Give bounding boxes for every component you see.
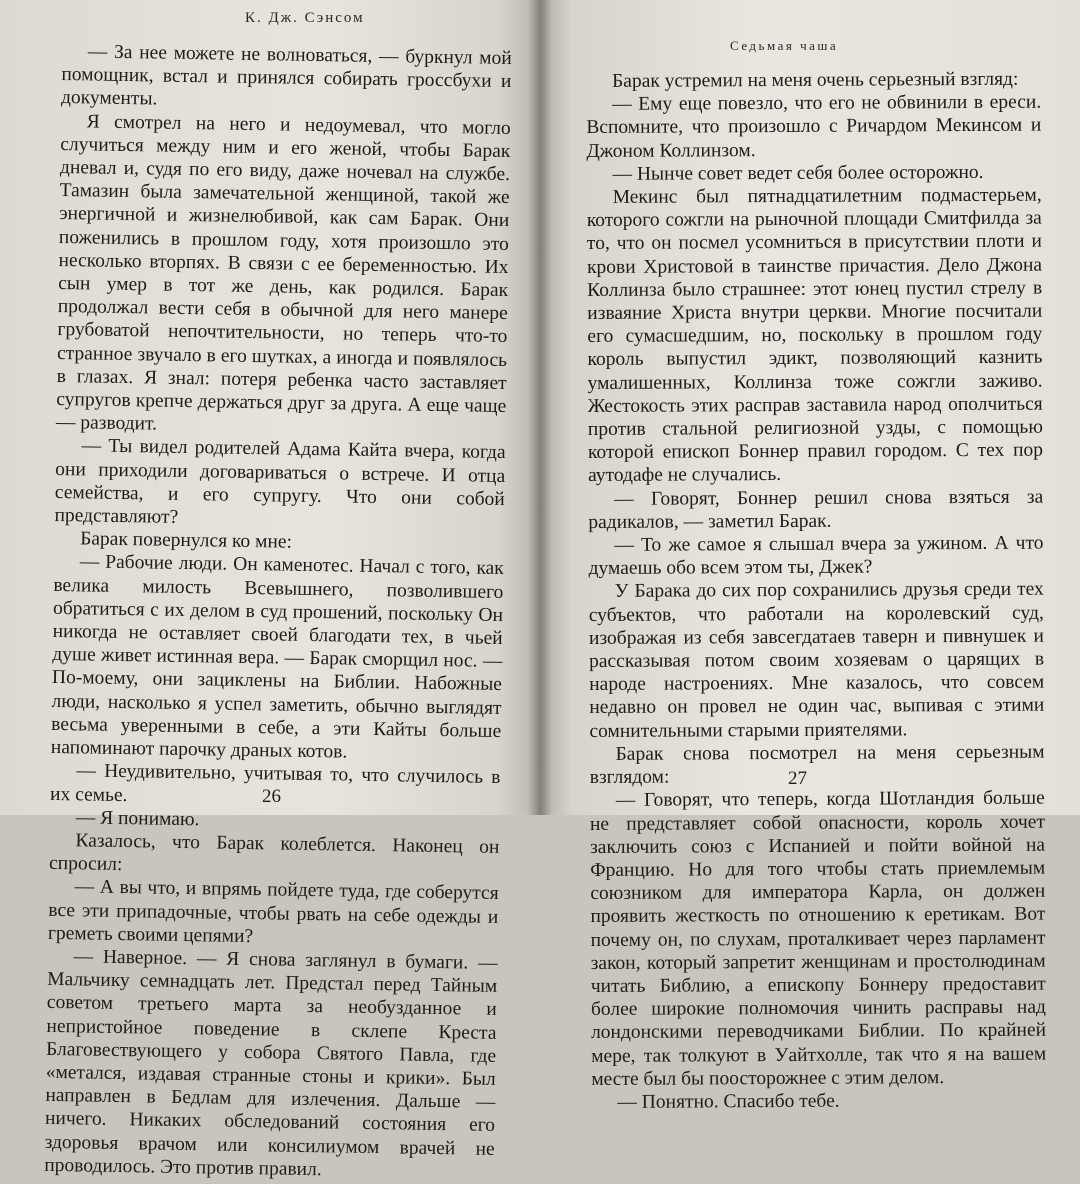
paragraph: У Барака до сих пор сохранились друзья среди тех субъектов, что работали на королевский суд, изображая из себя завсегдатаев таверн и пивнушек и рассказывая потом своим хозяевам о царящих в народе настроениях. Мне казалось, что совсем недавно он провел не один час, выпивая с этими сомнительными старыми приятелями.: [588, 579, 1045, 742]
page-number-left: 26: [262, 786, 281, 807]
left-page: [0, 0, 540, 1180]
paragraph: — Ты видел родителей Адама Кайта вчера, когда они приходили договариваться о встрече. И отца семейства, и его супругу. Что они собой представляют?: [54, 435, 506, 528]
paragraph: — Я понимаю.: [75, 807, 200, 830]
paragraph: — Неудивительно, учитывая то, что случилось в их семье.: [49, 760, 501, 806]
paragraph: Барак повернулся ко мне:: [79, 528, 293, 553]
paragraph: Барак устремил на меня очень серьезный взгляд:: [612, 68, 1019, 92]
paragraph: — Говорят, что теперь, когда Шотландия больше не представляет собой опасности, король хочет заключить союз с Испанией и пойти войной на Францию. Но для того чтобы стать приемлемым союзником для императора Карла, он должен проявить жесткость по отношению к еретикам. Вот почему он, по слухам, проталкивает через парламент закон, который запретит женщинам и простолюдинам читать Библию, а епископу Боннеру предоставит более широкие полномочия чинить расправы над лондонскими переводчиками Библии. По крайней мере, так толкуют в Уайтхолле, так что я на вашем месте был бы поосторожнее с этим делом.: [589, 787, 1047, 1090]
paragraph: — А вы что, и впрямь пойдете туда, где соберутся все эти припадочные, чтобы рвать на себе одежды и греметь своими цепями?: [47, 876, 499, 947]
book-gutter-shadow: [528, 0, 552, 815]
right-page: [540, 0, 1080, 1113]
paragraph: — Понятно. Спасибо тебе.: [617, 1090, 840, 1113]
paragraph: — Говорят, Боннер решил снова взяться за радикалов, — заметил Барак.: [588, 486, 1044, 533]
paragraph: Я смотрел на него и недоумевал, что могло случиться между ним и его женой, чтобы Барак днeвал и, судя по его виду, даже ночевал на службе. Тамазин была замечательной женщиной, такой же энергичной и жизнелюбивой, как сам Барак. Они поженились в прошлом году, хотя произошло это несколько вторпях. В связи с ее беременностью. Их сын умер в тот же день, как родился. Барак продолжал вести себя в обычной для него манере грубоватой непочтительности, но теперь что-то странное звучало в его шутках, а иногда и появлялось в глазах. Я знал: потеря ребенка часто заставляет супругов крепче держаться друг за друга. А еще чаще — разводит.: [55, 111, 511, 435]
page-header-title: Седьмая чаша: [730, 38, 839, 53]
paragraph: — Наверное. — Я снова заглянул в бумаги. — Мальчику семнадцать лет. Предстал перед Тайным советом третьего марта за необузданное и непристойное поведение в склепе Креста Благовествующего у собора Святого Павла, где «метался, издавая странные стоны и крики». Был направлен в Бедлам для излечения. Дальше — ничего. Никаких обследований состояния его здоровья врачом или консилиумом врачей не проводилось. Это против правил.: [44, 946, 498, 1180]
left-page-text: [44, 40, 512, 1184]
paragraph: — Рабочие люди. Он каменотес. Начал с того, как велика милость Всевышнего, позволившего обратиться с их делом в суд прошений, поскольку Он никогда не оставляет своей благодати тех, в чьей душе живет истинная вера. — Барак сморщил нос. — По-моему, они зациклены на Библии. Набожные люди, насколько я успел заметить, обычно выглядят весьма уверенными в себе, а эти Кайты больше напоминают парочку драных котов.: [50, 551, 504, 763]
right-page-text: [586, 68, 1046, 1115]
paragraph: Мекинс был пятнадцатилетним подмастерьем, которого сожгли на рыночной площади Смитфилда за то, что он посмел усомниться в присутствии плоти и крови Христовой в таинстве причастия. Дело Джона Коллинза было страшнее: этот юнец пустил стрелу в изваяние Христа внутри церкви. Многие посчитали его сумасшедшим, но, поскольку в прошлом году король выпустил эдикт, позволяющий казнить умалишенных, Коллинза тоже сожгли заживо. Жестокость этих расправ заставила народ ополчиться против стальной религиозной узды, с помощью которой епископ Боннер правил городом. С тех пор аутодафе не случались.: [586, 184, 1044, 487]
paragraph: — За нее можете не волноваться, — буркнул мой помощник, встал и принялся собирать гроссбухи и документы.: [60, 41, 512, 110]
page-number-right: 27: [788, 768, 807, 789]
paragraph: Казалось, что Барак колеблется. Наконец он спросил:: [48, 830, 500, 876]
paragraph: — То же самое я слышал вчера за ужином. А что думаешь обо всем этом ты, Джек?: [588, 532, 1044, 580]
paragraph: — Ему еще повезло, что его не обвинили в ереси. Вспомните, что произошло с Ричардом Мекинсом и Джоном Коллинзом.: [586, 91, 1042, 162]
paragraph: Барак снова посмотрел на меня серьезным взглядом:: [589, 741, 1045, 789]
page-header-author: К. Дж. Сэнсом: [245, 10, 365, 26]
paragraph: — Нынче совет ведет себя более осторожно.: [612, 161, 984, 185]
